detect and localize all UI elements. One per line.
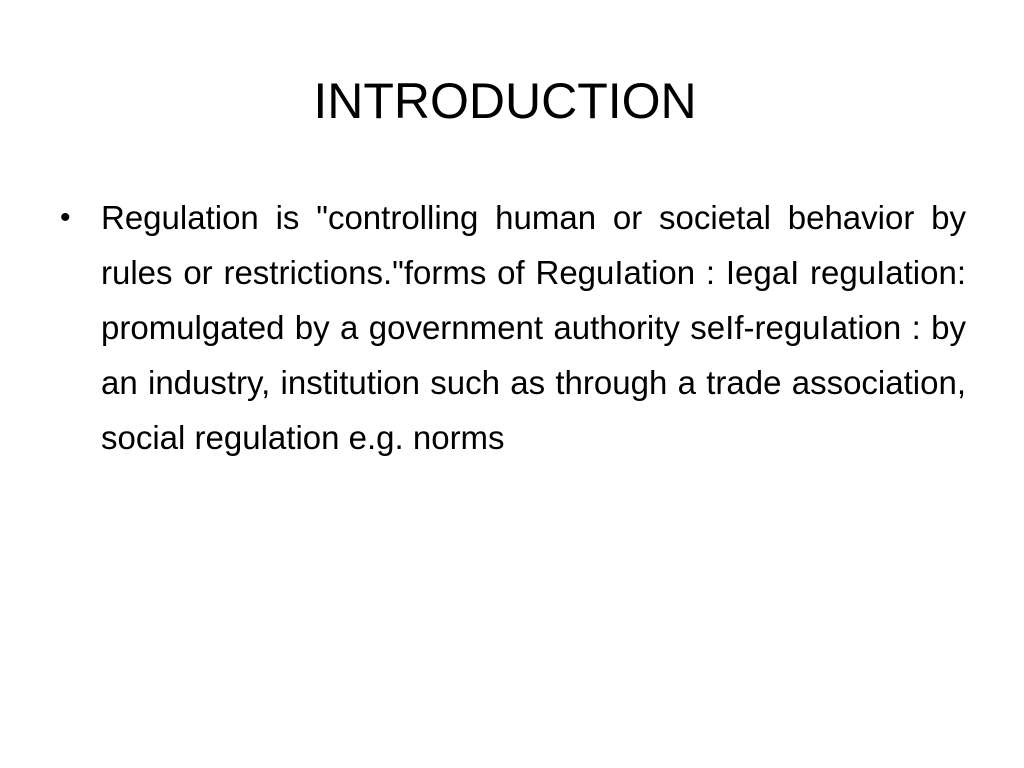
bullet-list: [56, 190, 966, 465]
bullet-item: [56, 190, 966, 465]
bullet-text: Regulation is "controlling human or societal behavior by rules or restrictions."forms of ReguIation : IegaI reguIation: promulgated by a government authority seIf-reguIation : by an industry, institution such as through a trade association, social regulation e.g. norms: [101, 199, 966, 456]
bullet-marker: •: [60, 201, 71, 234]
slide-title: INTRODUCTION: [313, 73, 697, 129]
